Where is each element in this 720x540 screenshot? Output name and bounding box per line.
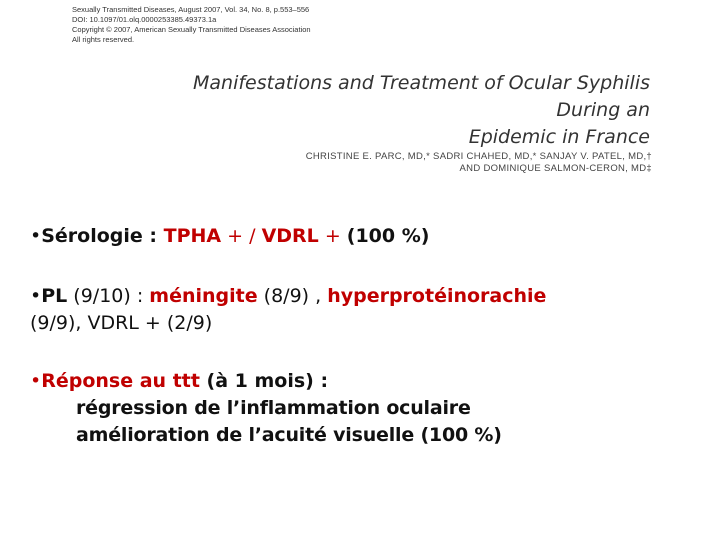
- authors-line-2: AND DOMINIQUE SALMON-CERON, MD‡: [459, 163, 652, 174]
- article-title-line-1: Manifestations and Treatment of Ocular Syphilis During an: [192, 72, 650, 121]
- article-authors: [232, 151, 652, 175]
- citation-journal-line: Sexually Transmitted Diseases, August 2007, Vol. 34, No. 8, p.553–556: [72, 5, 310, 14]
- pl-count: (9/10) :: [67, 285, 150, 307]
- reponse-label: Réponse au ttt: [41, 370, 200, 392]
- pl-vdrl-line: (9/9), VDRL + (2/9): [30, 312, 213, 334]
- tpha-result: + /: [221, 225, 262, 247]
- vdrl-text: VDRL: [261, 225, 319, 247]
- bullet-marker: •: [30, 285, 42, 307]
- tpha-text: TPHA: [163, 225, 222, 247]
- journal-citation: [72, 5, 311, 45]
- hyperproteinorachie-text: hyperprotéinorachie: [327, 285, 547, 307]
- bullet-pl: [30, 283, 700, 337]
- citation-doi-line: DOI: 10.1097/01.olq.0000253385.49373.1a: [72, 15, 217, 24]
- vdrl-result: +: [318, 225, 347, 247]
- article-title-line-2: Epidemic in France: [468, 126, 650, 148]
- citation-rights-line: All rights reserved.: [72, 35, 135, 44]
- article-title: [130, 70, 650, 151]
- authors-line-1: CHRISTINE E. PARC, MD,* SADRI CHAHED, MD,* SANJAY V. PATEL, MD,†: [305, 151, 652, 162]
- bullet-marker: •: [30, 370, 42, 392]
- pl-label: PL: [41, 285, 68, 307]
- regression-text: régression de l’inflammation oculaire: [76, 397, 471, 419]
- reponse-timing: (à 1 mois) :: [199, 370, 329, 392]
- citation-copyright-line: Copyright © 2007, American Sexually Transmitted Diseases Association: [72, 25, 311, 34]
- serologie-label: Sérologie :: [41, 225, 164, 247]
- bullet-serologie: [30, 223, 700, 250]
- bullet-marker: •: [30, 225, 42, 247]
- bullet-reponse: [30, 368, 700, 449]
- amelioration-text: amélioration de l’acuité visuelle (100 %): [76, 424, 502, 446]
- serologie-percent: (100 %): [346, 225, 430, 247]
- meningite-text: méningite: [149, 285, 258, 307]
- bullet-list: [30, 223, 700, 449]
- meningite-count: (8/9) ,: [257, 285, 328, 307]
